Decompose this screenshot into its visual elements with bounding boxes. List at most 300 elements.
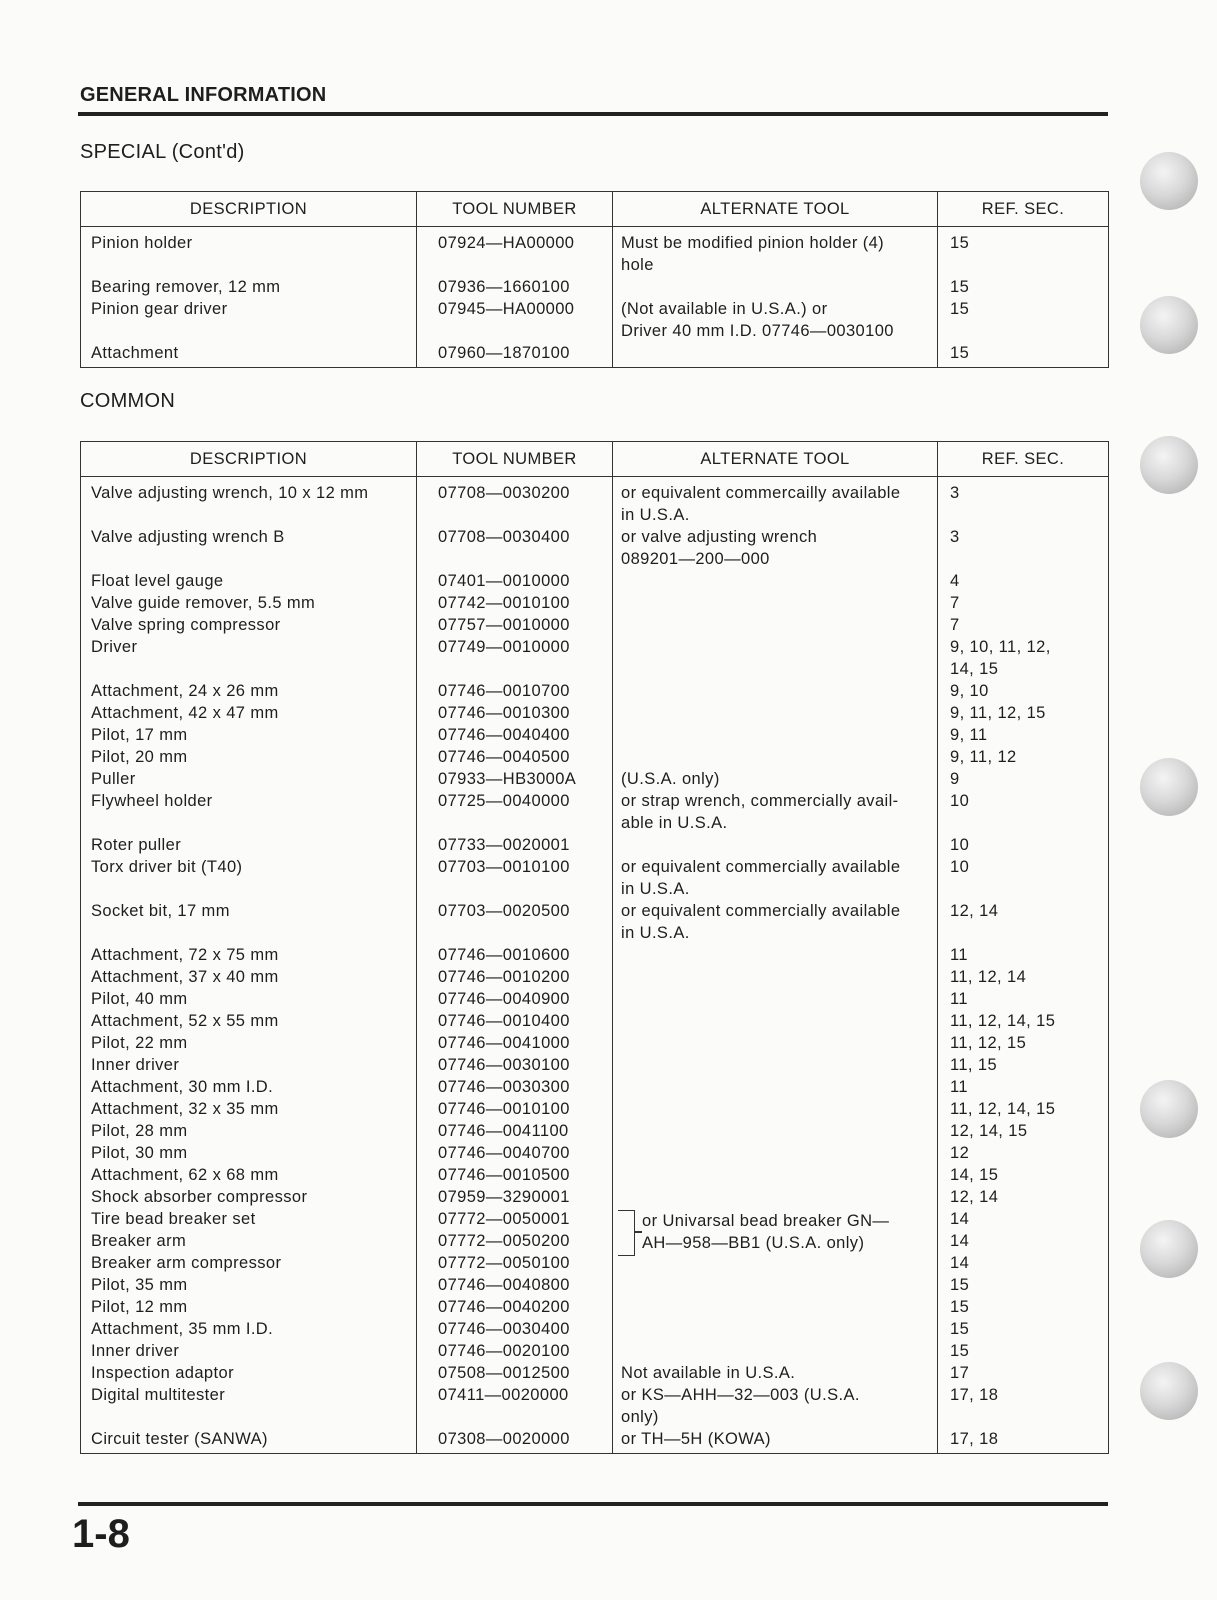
tool-description-line: Pilot, 40 mm	[91, 990, 188, 1008]
ref-section-line: 14	[950, 1232, 970, 1250]
ref-section	[938, 702, 1109, 724]
alternate-tool	[613, 570, 938, 592]
tool-number-line: 07749—0010000	[438, 638, 570, 656]
tool-number	[417, 1010, 613, 1032]
ref-section-line: 12	[950, 1144, 970, 1162]
alternate-tool	[613, 298, 938, 342]
ref-section-line: 14, 15	[950, 660, 999, 678]
tool-description	[81, 1164, 417, 1186]
tool-number	[417, 614, 613, 636]
ref-section-line: 15	[950, 1298, 970, 1316]
tool-number	[417, 768, 613, 790]
tool-number	[417, 477, 613, 527]
tool-description-line: Float level gauge	[91, 572, 224, 590]
tool-number-line: 07746—0040200	[438, 1298, 570, 1316]
tool-description	[81, 636, 417, 680]
ref-section-line: 11, 12, 14, 15	[950, 1012, 1056, 1030]
table-row	[81, 988, 1109, 1010]
tool-number	[417, 1054, 613, 1076]
tool-description-line: Breaker arm	[91, 1232, 187, 1250]
alternate-tool-line: only)	[621, 1408, 659, 1426]
tool-number	[417, 1032, 613, 1054]
tool-description-line: Attachment, 32 x 35 mm	[91, 1100, 279, 1118]
tool-description	[81, 900, 417, 944]
alternate-tool-line: or strap wrench, commercially avail-	[621, 792, 899, 810]
ref-section	[938, 768, 1109, 790]
binder-hole	[1140, 1362, 1198, 1420]
ref-section-line: 17	[950, 1364, 970, 1382]
table-row	[81, 1208, 1109, 1230]
tool-number-line: 07772—0050100	[438, 1254, 570, 1272]
alternate-tool-line: Must be modified pinion holder (4)	[621, 234, 885, 252]
ref-section	[938, 477, 1109, 527]
tool-number-line: 07746—0030300	[438, 1078, 570, 1096]
special-tools-table	[80, 191, 1109, 368]
tool-description	[81, 790, 417, 834]
alternate-tool	[613, 680, 938, 702]
tool-number-line: 07746—0040700	[438, 1144, 570, 1162]
alternate-tool	[613, 1384, 938, 1428]
table-row	[81, 342, 1109, 368]
tool-description-line: Driver	[91, 638, 138, 656]
ref-section	[938, 636, 1109, 680]
tool-number-line: 07742—0010100	[438, 594, 570, 612]
tool-number	[417, 1076, 613, 1098]
table-row	[81, 1274, 1109, 1296]
tool-description	[81, 592, 417, 614]
ref-section	[938, 1252, 1109, 1274]
tool-description-line: Pinion holder	[91, 234, 193, 252]
ref-section	[938, 944, 1109, 966]
table-row	[81, 1186, 1109, 1208]
tool-number	[417, 1362, 613, 1384]
alternate-tool	[613, 1252, 938, 1274]
alternate-tool	[613, 1076, 938, 1098]
tool-description	[81, 1252, 417, 1274]
ref-section-line: 10	[950, 858, 970, 876]
column-header-tool-number: TOOL NUMBER	[417, 192, 613, 227]
ref-section	[938, 1230, 1109, 1252]
table-row	[81, 966, 1109, 988]
ref-section-line: 15	[950, 1320, 970, 1338]
ref-section-line: 15	[950, 344, 970, 362]
tool-description	[81, 724, 417, 746]
bead-breaker-note	[642, 1210, 932, 1254]
ref-section-line: 4	[950, 572, 960, 590]
alternate-tool	[613, 1098, 938, 1120]
tool-number	[417, 1230, 613, 1252]
ref-section-line: 11, 12, 14, 15	[950, 1100, 1056, 1118]
tool-description	[81, 1296, 417, 1318]
tool-number	[417, 1120, 613, 1142]
tool-description-line: Attachment, 30 mm I.D.	[91, 1078, 274, 1096]
tool-description-line: Circuit tester (SANWA)	[91, 1430, 268, 1448]
alternate-tool	[613, 1164, 938, 1186]
tool-number	[417, 1274, 613, 1296]
alternate-tool	[613, 1318, 938, 1340]
ref-section-line: 10	[950, 792, 970, 810]
ref-section	[938, 856, 1109, 900]
tool-number	[417, 724, 613, 746]
ref-section-line: 9, 11, 12, 15	[950, 704, 1046, 722]
table-row	[81, 724, 1109, 746]
tool-number	[417, 1142, 613, 1164]
binder-hole	[1140, 152, 1198, 210]
ref-section	[938, 834, 1109, 856]
tool-number	[417, 1428, 613, 1454]
tool-number	[417, 1340, 613, 1362]
ref-section	[938, 790, 1109, 834]
ref-section-line: 14	[950, 1254, 970, 1272]
bead-breaker-bracket	[618, 1210, 635, 1256]
tool-number	[417, 988, 613, 1010]
alternate-tool	[613, 1428, 938, 1454]
ref-section-line: 9, 10	[950, 682, 989, 700]
ref-section-line: 15	[950, 300, 970, 318]
tool-number-line: 07936—1660100	[438, 278, 570, 296]
tool-description	[81, 1318, 417, 1340]
table-row	[81, 834, 1109, 856]
tool-description	[81, 988, 417, 1010]
binder-hole	[1140, 758, 1198, 816]
page-header-title: GENERAL INFORMATION	[80, 84, 327, 106]
tool-description-line: Torx driver bit (T40)	[91, 858, 243, 876]
ref-section-line: 15	[950, 278, 970, 296]
ref-section-line: 9	[950, 770, 960, 788]
ref-section	[938, 1186, 1109, 1208]
tool-description	[81, 614, 417, 636]
tool-number-line: 07725—0040000	[438, 792, 570, 810]
ref-section	[938, 298, 1109, 342]
tool-description-line: Pilot, 12 mm	[91, 1298, 188, 1316]
ref-section-line: 12, 14	[950, 1188, 999, 1206]
table-row	[81, 1142, 1109, 1164]
alternate-tool	[613, 1340, 938, 1362]
tool-number-line: 07746—0010700	[438, 682, 570, 700]
tool-number-line: 07924—HA00000	[438, 234, 575, 252]
table-row	[81, 1296, 1109, 1318]
ref-section	[938, 276, 1109, 298]
tool-description-line: Attachment, 62 x 68 mm	[91, 1166, 279, 1184]
tool-description-line: Attachment	[91, 344, 179, 362]
tool-number-line: 07733—0020001	[438, 836, 570, 854]
common-tools-table	[80, 441, 1109, 1454]
binder-hole	[1140, 296, 1198, 354]
tool-number-line: 07746—0040900	[438, 990, 570, 1008]
alternate-tool-line: (Not available in U.S.A.) or	[621, 300, 828, 318]
common-section-title: COMMON	[80, 390, 176, 412]
column-header-tool-number: TOOL NUMBER	[417, 442, 613, 477]
alternate-tool	[613, 944, 938, 966]
table-row	[81, 1252, 1109, 1274]
alternate-tool	[613, 966, 938, 988]
tool-description-line: Pilot, 17 mm	[91, 726, 188, 744]
tool-number	[417, 834, 613, 856]
tool-description-line: Attachment, 24 x 26 mm	[91, 682, 279, 700]
alternate-tool-line: in U.S.A.	[621, 880, 690, 898]
tool-number	[417, 298, 613, 342]
tool-description	[81, 1010, 417, 1032]
tool-description	[81, 1428, 417, 1454]
table-row	[81, 298, 1109, 342]
tool-description-line: Bearing remover, 12 mm	[91, 278, 281, 296]
tool-description	[81, 1054, 417, 1076]
alternate-tool	[613, 342, 938, 368]
alternate-tool	[613, 1274, 938, 1296]
ref-section	[938, 746, 1109, 768]
column-header-description: DESCRIPTION	[81, 442, 417, 477]
alternate-tool	[613, 1032, 938, 1054]
tool-number-line: 07703—0010100	[438, 858, 570, 876]
tool-description	[81, 768, 417, 790]
table-row	[81, 1428, 1109, 1454]
tool-number-line: 07708—0030400	[438, 528, 570, 546]
ref-section-line: 14	[950, 1210, 970, 1228]
page-number: 1-8	[72, 1512, 130, 1556]
table-row	[81, 1164, 1109, 1186]
tool-description	[81, 1186, 417, 1208]
ref-section-line: 17, 18	[950, 1430, 999, 1448]
column-header-alternate-tool: ALTERNATE TOOL	[613, 442, 938, 477]
ref-section-line: 11	[950, 946, 968, 964]
ref-section-line: 11	[950, 990, 968, 1008]
tool-number	[417, 1384, 613, 1428]
ref-section	[938, 227, 1109, 277]
tool-number-line: 07945—HA00000	[438, 300, 575, 318]
tool-number	[417, 1318, 613, 1340]
tool-description-line: Attachment, 42 x 47 mm	[91, 704, 279, 722]
ref-section-line: 11, 15	[950, 1056, 998, 1074]
ref-section	[938, 592, 1109, 614]
alternate-tool	[613, 1362, 938, 1384]
tool-description	[81, 1142, 417, 1164]
tool-description-line: Puller	[91, 770, 136, 788]
tool-number	[417, 227, 613, 277]
ref-section	[938, 1032, 1109, 1054]
tool-number	[417, 746, 613, 768]
ref-section	[938, 1296, 1109, 1318]
ref-section	[938, 1164, 1109, 1186]
tool-number-line: 07746—0010500	[438, 1166, 570, 1184]
binder-hole	[1140, 1080, 1198, 1138]
tool-description-line: Valve guide remover, 5.5 mm	[91, 594, 316, 612]
table-row	[81, 1010, 1109, 1032]
tool-description	[81, 1032, 417, 1054]
alternate-tool	[613, 702, 938, 724]
tool-description	[81, 1340, 417, 1362]
table-row	[81, 477, 1109, 527]
alternate-tool	[613, 276, 938, 298]
tool-number-line: 07508—0012500	[438, 1364, 570, 1382]
alternate-tool	[613, 227, 938, 277]
tool-number-line: 07772—0050001	[438, 1210, 570, 1228]
alternate-tool	[613, 1296, 938, 1318]
tool-number	[417, 1208, 613, 1230]
ref-section-line: 14, 15	[950, 1166, 999, 1184]
tool-description-line: Pilot, 30 mm	[91, 1144, 188, 1162]
table-row	[81, 856, 1109, 900]
alternate-tool	[613, 592, 938, 614]
tool-number	[417, 790, 613, 834]
tool-description	[81, 966, 417, 988]
tool-description	[81, 1076, 417, 1098]
ref-section	[938, 900, 1109, 944]
tool-number	[417, 944, 613, 966]
tool-number	[417, 680, 613, 702]
tool-number-line: 07746—0010600	[438, 946, 570, 964]
common-table-body	[81, 477, 1109, 1454]
ref-section	[938, 1274, 1109, 1296]
alternate-tool	[613, 614, 938, 636]
tool-description-line: Inner driver	[91, 1342, 180, 1360]
alternate-tool	[613, 636, 938, 680]
tool-number-line: 07746—0030400	[438, 1320, 570, 1338]
table-row	[81, 1098, 1109, 1120]
tool-description-line: Pilot, 28 mm	[91, 1122, 188, 1140]
tool-description-line: Digital multitester	[91, 1386, 226, 1404]
table-row	[81, 1318, 1109, 1340]
tool-description	[81, 856, 417, 900]
alternate-tool	[613, 477, 938, 527]
alternate-tool	[613, 834, 938, 856]
ref-section	[938, 570, 1109, 592]
tool-number	[417, 702, 613, 724]
tool-number	[417, 636, 613, 680]
tool-description	[81, 1274, 417, 1296]
column-header-ref-sec: REF. SEC.	[938, 192, 1109, 227]
tool-number	[417, 900, 613, 944]
tool-number	[417, 342, 613, 368]
alternate-tool-line: or TH—5H (KOWA)	[621, 1430, 771, 1448]
alternate-tool	[613, 988, 938, 1010]
tool-description	[81, 227, 417, 277]
alternate-tool-line: in U.S.A.	[621, 506, 690, 524]
tool-description-line: Flywheel holder	[91, 792, 213, 810]
table-row	[81, 702, 1109, 724]
ref-section	[938, 1054, 1109, 1076]
tool-number-line: 07746—0041100	[438, 1122, 569, 1140]
alternate-tool-line: or equivalent commercailly available	[621, 484, 901, 502]
ref-section-line: 9, 10, 11, 12,	[950, 638, 1051, 656]
tool-description-line: Roter puller	[91, 836, 182, 854]
table-row	[81, 1054, 1109, 1076]
tool-description-line: Attachment, 72 x 75 mm	[91, 946, 279, 964]
ref-section	[938, 1362, 1109, 1384]
ref-section-line: 9, 11, 12	[950, 748, 1017, 766]
tool-number-line: 07746—0020100	[438, 1342, 570, 1360]
tool-number-line: 07746—0040800	[438, 1276, 570, 1294]
ref-section-line: 11	[950, 1078, 968, 1096]
tool-description	[81, 944, 417, 966]
tool-number	[417, 966, 613, 988]
table-row	[81, 1076, 1109, 1098]
table-row	[81, 1362, 1109, 1384]
table-row	[81, 944, 1109, 966]
tool-description-line: Pilot, 20 mm	[91, 748, 188, 766]
table-row	[81, 746, 1109, 768]
tool-description	[81, 342, 417, 368]
tool-number-line: 07757—0010000	[438, 616, 570, 634]
special-table-header-row	[81, 192, 1109, 227]
tool-number-line: 07959—3290001	[438, 1188, 570, 1206]
special-table-body	[81, 227, 1109, 368]
tool-number-line: 07746—0010200	[438, 968, 570, 986]
tool-description-line: Inner driver	[91, 1056, 180, 1074]
tool-description-line: Pinion gear driver	[91, 300, 228, 318]
ref-section-line: 7	[950, 616, 960, 634]
alternate-tool-line: Not available in U.S.A.	[621, 1364, 796, 1382]
ref-section-line: 15	[950, 1342, 970, 1360]
tool-number-line: 07703—0020500	[438, 902, 570, 920]
table-row	[81, 227, 1109, 277]
alternate-tool-line: or equivalent commercially available	[621, 902, 901, 920]
ref-section-line: 10	[950, 836, 970, 854]
tool-number	[417, 1186, 613, 1208]
alternate-tool	[613, 1054, 938, 1076]
alternate-tool	[613, 724, 938, 746]
tool-description	[81, 1362, 417, 1384]
alternate-tool-line: Driver 40 mm I.D. 07746—0030100	[621, 322, 894, 340]
ref-section	[938, 966, 1109, 988]
tool-description-line: Pilot, 22 mm	[91, 1034, 188, 1052]
table-row	[81, 1120, 1109, 1142]
alternate-tool-line: or valve adjusting wrench	[621, 528, 818, 546]
bead-breaker-bracket-tick	[634, 1231, 642, 1233]
ref-section-line: 7	[950, 594, 960, 612]
binder-hole	[1140, 1220, 1198, 1278]
tool-description	[81, 1230, 417, 1252]
alternate-tool	[613, 526, 938, 570]
ref-section-line: 11, 12, 14	[950, 968, 1027, 986]
common-table-header-row	[81, 442, 1109, 477]
alternate-tool	[613, 1010, 938, 1032]
alternate-tool-line: or equivalent commercially available	[621, 858, 901, 876]
tool-number	[417, 526, 613, 570]
alternate-tool	[613, 1120, 938, 1142]
ref-section-line: 15	[950, 234, 970, 252]
table-row	[81, 636, 1109, 680]
bead-breaker-note-line: or Univarsal bead breaker GN—	[642, 1212, 890, 1230]
tool-description-line: Pilot, 35 mm	[91, 1276, 188, 1294]
column-header-alternate-tool: ALTERNATE TOOL	[613, 192, 938, 227]
tool-number-line: 07411—0020000	[438, 1386, 569, 1404]
ref-section-line: 3	[950, 484, 960, 502]
ref-section-line: 12, 14, 15	[950, 1122, 1028, 1140]
tool-description	[81, 570, 417, 592]
table-row	[81, 1384, 1109, 1428]
ref-section	[938, 614, 1109, 636]
ref-section	[938, 1010, 1109, 1032]
tool-description-line: Tire bead breaker set	[91, 1210, 256, 1228]
ref-section-line: 3	[950, 528, 960, 546]
tool-description-line: Socket bit, 17 mm	[91, 902, 230, 920]
tool-description-line: Valve adjusting wrench, 10 x 12 mm	[91, 484, 369, 502]
tool-description	[81, 298, 417, 342]
tool-description	[81, 680, 417, 702]
table-row	[81, 900, 1109, 944]
table-row	[81, 592, 1109, 614]
tool-number-line: 07933—HB3000A	[438, 770, 577, 788]
ref-section-line: 17, 18	[950, 1386, 999, 1404]
alternate-tool-line: 089201—200—000	[621, 550, 770, 568]
footer-rule	[78, 1502, 1108, 1506]
tool-description	[81, 1208, 417, 1230]
special-section-title: SPECIAL (Cont'd)	[80, 141, 245, 163]
table-row	[81, 790, 1109, 834]
ref-section-line: 9, 11	[950, 726, 988, 744]
table-row	[81, 276, 1109, 298]
ref-section	[938, 724, 1109, 746]
